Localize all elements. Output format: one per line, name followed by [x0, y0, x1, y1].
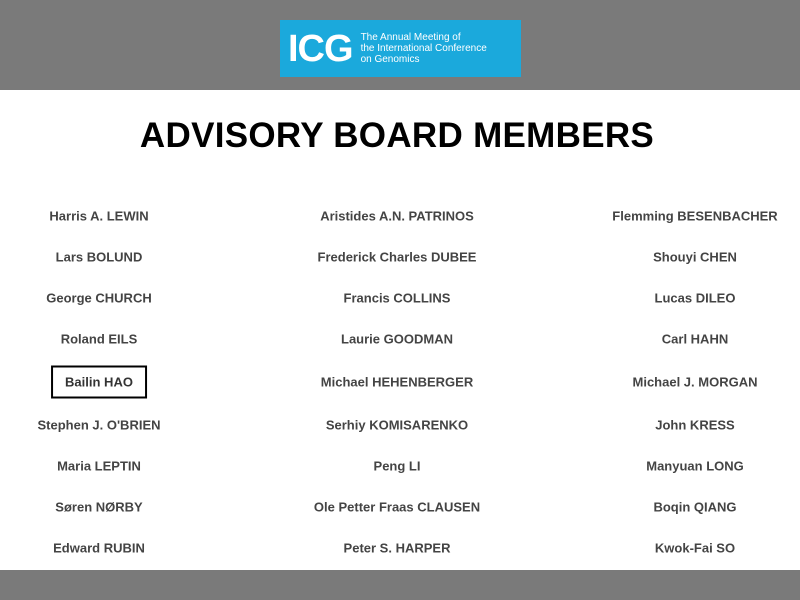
board-member-name: Carl HAHN	[661, 331, 729, 347]
board-member-name: Stephen J. O'BRIEN	[37, 417, 161, 433]
icg-logo[interactable]	[280, 20, 521, 77]
board-member-name: Frederick Charles DUBEE	[317, 249, 477, 265]
board-member-name: Francis COLLINS	[343, 290, 451, 306]
board-member-name: Maria LEPTIN	[57, 458, 141, 474]
board-member-name: Lucas DILEO	[654, 290, 736, 306]
board-member-name: Peter S. HARPER	[343, 540, 451, 556]
logo-tagline-line: the International Conference	[360, 43, 487, 54]
logo-tagline-line: on Genomics	[360, 54, 420, 65]
board-member-name: Serhiy KOMISARENKO	[325, 417, 469, 433]
board-member-name-highlighted: Bailin HAO	[51, 366, 147, 399]
board-member-name: Laurie GOODMAN	[341, 331, 453, 347]
board-member-name: George CHURCH	[46, 290, 152, 306]
logo-tagline-line: The Annual Meeting of	[360, 32, 461, 43]
board-member-name: Manyuan LONG	[646, 458, 744, 474]
page-title: ADVISORY BOARD MEMBERS	[139, 116, 655, 155]
board-member-name: Michael HEHENBERGER	[320, 374, 474, 390]
board-member-name: Michael J. MORGAN	[632, 374, 758, 390]
footer-band	[0, 570, 800, 600]
board-member-name: John KRESS	[655, 417, 735, 433]
advisory-board-list	[0, 200, 800, 570]
board-member-name: Roland EILS	[60, 331, 138, 347]
board-member-name: Lars BOLUND	[55, 249, 143, 265]
board-member-name: Søren NØRBY	[55, 499, 143, 515]
board-member-name: Peng LI	[373, 458, 421, 474]
board-member-name: Shouyi CHEN	[653, 249, 737, 265]
board-member-name: Harris A. LEWIN	[49, 208, 149, 224]
board-member-name: Ole Petter Fraas CLAUSEN	[313, 499, 481, 515]
logo-mark: ICG	[288, 27, 353, 70]
logo-tagline	[361, 32, 487, 65]
board-member-name: Boqin QIANG	[653, 499, 737, 515]
board-member-name: Edward RUBIN	[53, 540, 145, 556]
board-member-name: Aristides A.N. PATRINOS	[320, 208, 474, 224]
board-member-name: Flemming BESENBACHER	[612, 208, 778, 224]
board-member-name: Kwok-Fai SO	[654, 540, 736, 556]
